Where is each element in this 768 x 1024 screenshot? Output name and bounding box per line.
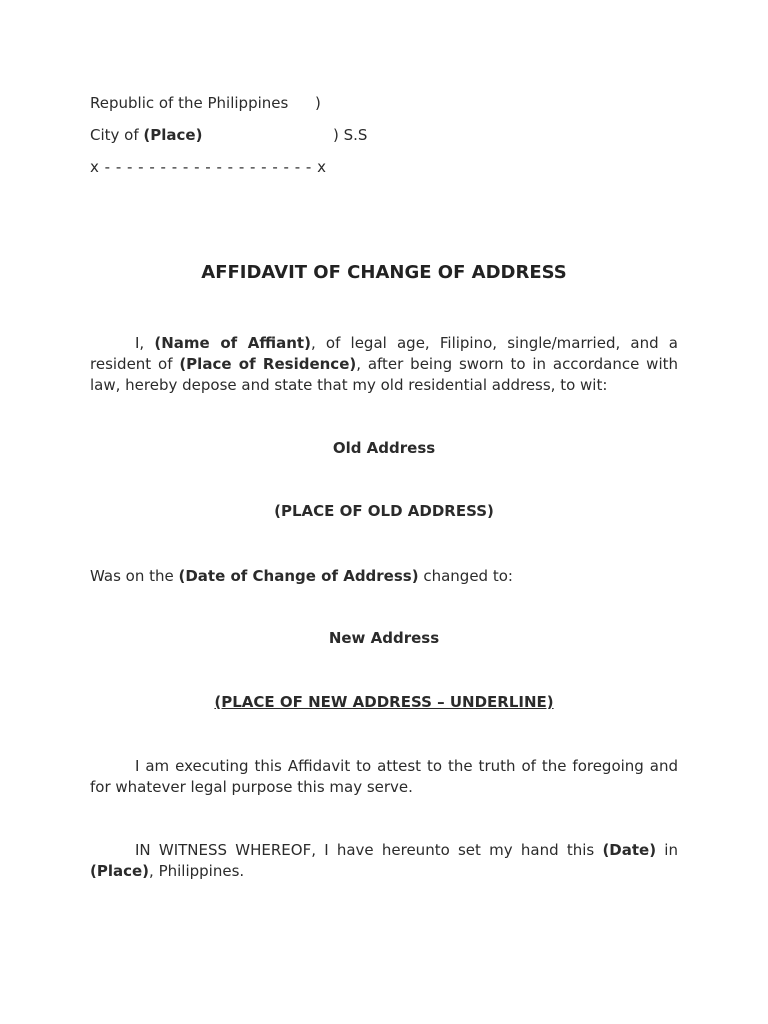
venue-block — [90, 93, 690, 189]
para4-text-2: in — [656, 841, 678, 859]
venue-city-row — [90, 125, 690, 157]
paragraph-purpose — [90, 756, 678, 798]
venue-republic-row — [90, 93, 690, 125]
new-address-placeholder: (PLACE OF NEW ADDRESS – UNDERLINE) — [214, 693, 554, 711]
paragraph-affiant — [90, 333, 678, 396]
document-title: AFFIDAVIT OF CHANGE OF ADDRESS — [201, 262, 567, 283]
para3-text: I am executing this Affidavit to attest to the truth of the foregoing and for whatever legal purpose this may serve. — [90, 757, 678, 796]
para1-text-1: I, — [135, 334, 155, 352]
venue-city-place: (Place) — [143, 126, 203, 144]
place-placeholder: (Place) — [90, 862, 150, 880]
old-address-placeholder: (PLACE OF OLD ADDRESS) — [274, 502, 494, 520]
venue-separator: x - - - - - - - - - - - - - - - - - - - x — [90, 158, 327, 176]
para1-text-2: , of legal age, Filipino, single/married, and a resident of — [90, 334, 679, 373]
venue-paren-1: ) — [315, 94, 321, 112]
venue-city-prefix: City of — [90, 126, 144, 144]
residence-placeholder: (Place of Residence) — [179, 355, 357, 373]
venue-paren-2: ) S.S — [333, 126, 368, 144]
para2-text-2: changed to: — [418, 567, 513, 585]
new-address-label: New Address — [328, 629, 440, 647]
affiant-name-placeholder: (Name of Affiant) — [154, 334, 311, 352]
paragraph-witness — [90, 840, 678, 882]
para4-text-1: IN WITNESS WHEREOF, I have hereunto set my hand this — [135, 841, 603, 859]
para2-text-1: Was on the — [90, 567, 179, 585]
change-date-placeholder: (Date of Change of Address) — [178, 567, 419, 585]
old-address-label: Old Address — [332, 439, 436, 457]
venue-republic: Republic of the Philippines — [90, 94, 289, 112]
para1-text-3: , after being sworn to in accordance with law, hereby depose and state that my old residential address, to wit: — [90, 355, 678, 394]
date-placeholder: (Date) — [602, 841, 657, 859]
paragraph-change-date — [90, 566, 678, 587]
para4-text-3: , Philippines. — [149, 862, 245, 880]
